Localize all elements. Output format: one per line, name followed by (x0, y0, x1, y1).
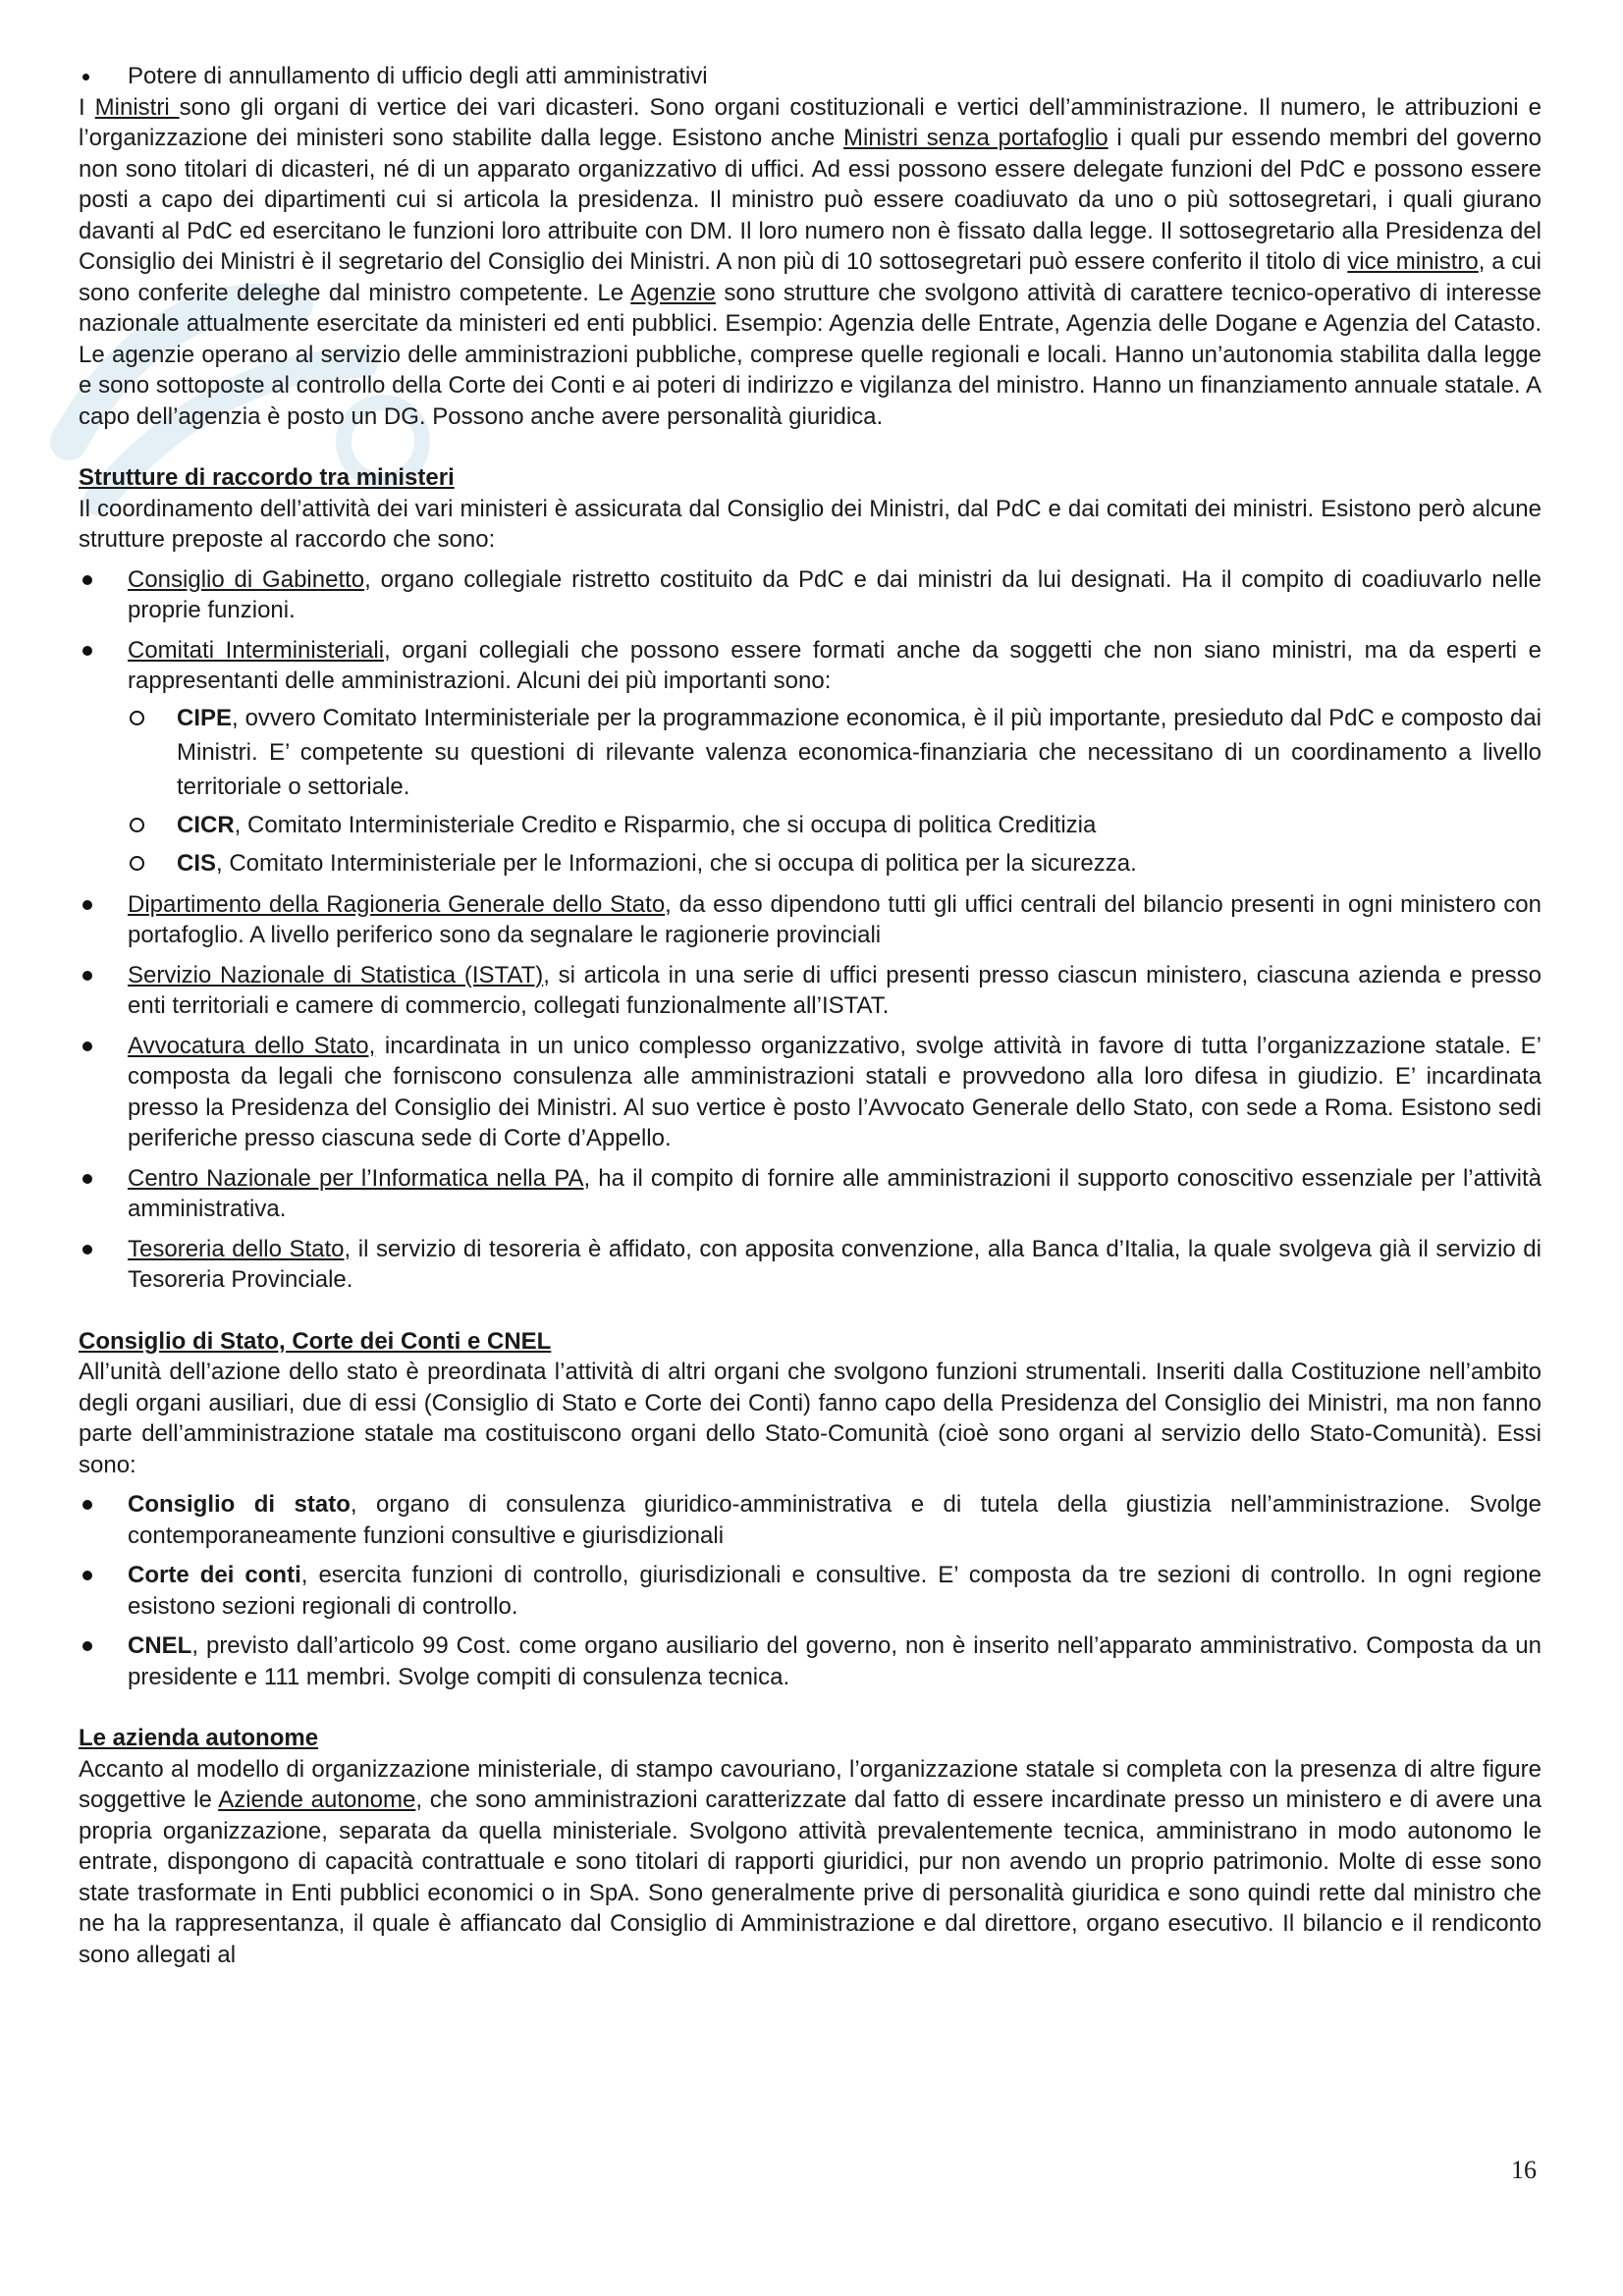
list-item: Dipartimento della Ragioneria Generale dello Stato, da esso dipendono tutti gli uffici centrali del bilancio presenti in ogni ministero con portafoglio. A livello periferico sono da segnalare le ragionerie provinciali (79, 889, 1542, 951)
section-title-consiglio: Consiglio di Stato, Corte dei Conti e CNEL (79, 1327, 552, 1355)
list-item: Centro Nazionale per l’Informatica nella PA, ha il compito di fornire alle amministrazioni il supporto conoscitivo essenziale per l’attività amministrativa. (79, 1163, 1542, 1225)
page-number: 16 (1511, 2156, 1537, 2184)
bullet-dot-icon (82, 1174, 92, 1184)
bullet-dot-icon (82, 1041, 92, 1051)
consiglio-intro: All’unità dell’azione dello stato è preordinata l’attività di altri organi che svolgono funzioni strumentali. Inseriti dalla Costituzione nell’ambito degli organi ausiliari, due di essi (Consiglio di Stato e Corte dei Conti) fanno capo della Presidenza del Consiglio dei Ministri, ma non fanno parte dell’amministrazione statale ma costituiscono organi dello Stato-Comunità (cioè sono organi al servizio dello Stato-Comunità). Essi sono: (79, 1359, 1542, 1478)
strutture-list (79, 564, 1542, 1296)
list-item: Servizio Nazionale di Statistica (ISTAT), si articola in una serie di uffici presenti presso ciascun ministero, ciascuna azienda e presso enti territoriali e camere di commercio, collegati funzionalmente all’ISTAT. (79, 960, 1542, 1022)
document-page (79, 61, 1542, 1970)
bullet-dot-icon (82, 1571, 92, 1580)
circle-bullet-icon (130, 711, 144, 725)
list-item: Comitati Interministeriali, organi collegiali che possono essere formati anche da soggetti che non siano ministri, ma da esperti e rappresentanti delle amministrazioni. Alcuni dei più importanti sono: CIPE, ovvero Comitato Interministeriale per la programmazione economica, è il più importante, presieduto dal PdC e composto dai Ministri. E’ competente su questioni di rilevante valenza economica-finanziaria che necessitano di un coordinamento a livello territoriale o settoriale. CICR, Comitato Interministeriale Credito e Risparmio, che si occupa di politica Creditizia CIS, Comitato Interministeriale per le Informazioni, che si occupa di politica per la sicurezza. (79, 635, 1542, 881)
list-item: Tesoreria dello Stato, il servizio di tesoreria è affidato, con apposita convenzione, alla Banca d’Italia, la quale svolgeva già il servizio di Tesoreria Provinciale. (79, 1234, 1542, 1296)
intro-bullet (79, 61, 1542, 92)
list-item: Corte dei conti, esercita funzioni di controllo, giurisdizionali e consultive. E’ composta da tre sezioni di controllo. In ogni regione esistono sezioni regionali di controllo. (79, 1560, 1542, 1622)
bullet-dot-icon (82, 646, 92, 656)
comitati-sublist (128, 701, 1542, 881)
strutture-intro: Il coordinamento dell’attività dei vari ministeri è assicurata dal Consiglio dei Ministri, dal PdC e dai comitati dei ministri. Esistono però alcune strutture preposte al raccordo che sono: (79, 495, 1542, 553)
bullet-dot-icon (82, 971, 92, 981)
list-item: Consiglio di stato, organo di consulenza giuridico-amministrativa e di tutela della giustizia nell’amministrazione. Svolge contemporaneamente funzioni consultive e giurisdizionali (79, 1489, 1542, 1551)
sub-list-item: CICR, Comitato Interministeriale Credito e Risparmio, che si occupa di politica Creditizia (79, 808, 1542, 842)
intro-bullet-text: Potere di annullamento di ufficio degli atti amministrativi (128, 63, 708, 89)
circle-bullet-icon (130, 818, 144, 832)
sub-list-item: CIS, Comitato Interministeriale per le Informazioni, che si occupa di politica per la sicurezza. (79, 846, 1542, 881)
section-title-aziende: Le azienda autonome (79, 1725, 319, 1751)
list-item: Consiglio di Gabinetto, organo collegiale ristretto costituito da PdC e dai ministri da lui designati. Ha il compito di coadiuvarlo nelle proprie funzioni. (79, 564, 1542, 626)
circle-bullet-icon (130, 856, 144, 871)
bullet-dot-icon (82, 1500, 92, 1510)
organi-ausiliari-list (79, 1489, 1542, 1692)
bullet-dot-icon (82, 1245, 92, 1255)
list-item: CNEL, previsto dall’articolo 99 Cost. come organo ausiliario del governo, non è inserito nell’apparato amministrativo. Composta da un presidente e 111 membri. Svolge compiti di consulenza tecnica. (79, 1630, 1542, 1692)
bullet-dot-icon (82, 900, 92, 910)
bullet-dot-icon (82, 1641, 92, 1651)
bullet-dot-icon (82, 575, 92, 585)
ministri-paragraph: I Ministri sono gli organi di vertice dei vari dicasteri. Sono organi costituzionali e vertici dell’amministrazione. Il numero, le attribuzioni e l’organizzazione dei ministeri sono stabilite dalla legge. Esistono anche Ministri senza portafoglio i quali pur essendo membri del governo non sono titolari di dicasteri, né di un apparato organizzativo di uffici. Ad essi possono essere delegate funzioni del PdC e possono essere posti a capo dei dipartimenti cui si articola la presidenza. Il ministro può essere coadiuvato da uno o più sottosegretari, i quali giurano davanti al PdC ed esercitano le funzioni loro attribuite con DM. Il loro numero non è fissato dalla legge. Il sottosegretario alla Presidenza del Consiglio dei Ministri è il segretario del Consiglio dei Ministri. A non più di 10 sottosegretari può essere conferito il titolo di vice ministro, a cui sono conferite deleghe dal ministro competente. Le Agenzie sono strutture che svolgono attività di carattere tecnico-operativo di interesse nazionale attualmente esercitate da ministeri ed enti pubblici. Esempio: Agenzia delle Entrate, Agenzia delle Dogane e Agenzia del Catasto. Le agenzie operano al servizio delle amministrazioni pubbliche, comprese quelle regionali e locali. Hanno un’autonomia stabilita dalla legge e sono sottoposte al controllo della Corte dei Conti e ai poteri di indirizzo e vigilanza del ministro. Hanno un finanziamento annuale statale. A capo dell’agenzia è posto un DG. Possono anche avere personalità giuridica. (79, 93, 1542, 430)
list-item: Avvocatura dello Stato, incardinata in un unico complesso organizzativo, svolge attività in favore di tutta l’organizzazione statale. E’ composta da legali che forniscono consulenza alle amministrazioni statali e provvedono alla loro difesa in giudizio. E’ incardinata presso la Presidenza del Consiglio dei Ministri. Al suo vertice è posto l’Avvocato Generale dello Stato, con sede a Roma. Esistono sedi periferiche presso ciascuna sede di Corte d’Appello. (79, 1031, 1542, 1154)
section-title-strutture: Strutture di raccordo tra ministeri (79, 464, 455, 491)
sub-list-item: CIPE, ovvero Comitato Interministeriale per la programmazione economica, è il più importante, presieduto dal PdC e composto dai Ministri. E’ competente su questioni di rilevante valenza economica-finanziaria che necessitano di un coordinamento a livello territoriale o settoriale. (79, 701, 1542, 804)
aziende-paragraph: Accanto al modello di organizzazione ministeriale, di stampo cavouriano, l’organizzazione statale si completa con la presenza di altre figure soggettive le Aziende autonome, che sono amministrazioni caratterizzate dal fatto di essere incardinate presso un ministero e di avere una propria organizzazione, separata da quella ministeriale. Svolgono attività prevalentemente tecnica, amministrano in modo autonomo le entrate, dispongono di capacità contrattuale e sono titolari di rapporti giuridici, pur non avendo un proprio patrimonio. Molte di esse sono state trasformate in Enti pubblici economici o in SpA. Sono generalmente prive di personalità giuridica e sono quindi rette dal ministro che ne ha la rappresentanza, il quale è affiancato dal Consiglio di Amministrazione e dal direttore, organo esecutivo. Il bilancio e il rendiconto sono allegati al (79, 1755, 1542, 1968)
bullet-dot-icon (82, 74, 89, 80)
